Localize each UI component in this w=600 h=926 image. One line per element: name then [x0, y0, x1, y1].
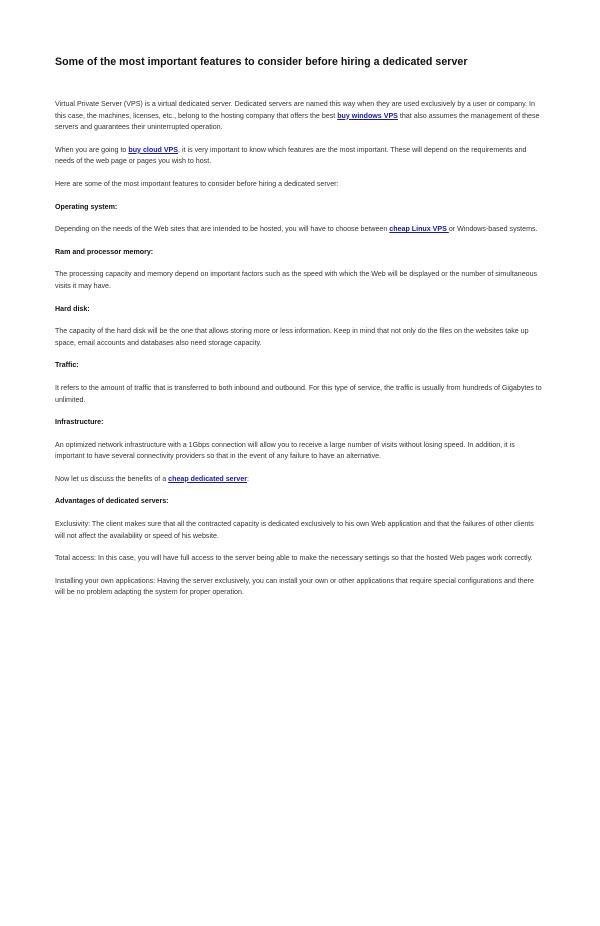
- os-text-after: or Windows-based systems.: [448, 225, 538, 234]
- advantages-heading: Advantages of dedicated servers:: [55, 497, 169, 506]
- intro-paragraph: [55, 99, 545, 134]
- exclusivity-paragraph: Exclusivity: The client makes sure that all the contracted capacity is dedicated exclusively to his own Web application and that the failures of other clients will not affect the availability or speed of his website.: [55, 520, 534, 540]
- cheap-dedicated-server-link[interactable]: cheap dedicated server: [168, 474, 248, 483]
- cheap-linux-vps-link[interactable]: cheap Linux VPS: [389, 225, 449, 234]
- os-paragraph: [55, 224, 545, 236]
- os-heading: Operating system:: [55, 202, 118, 211]
- ram-heading: Ram and processor memory:: [55, 247, 154, 256]
- ram-paragraph: The processing capacity and memory depend on important factors such as the speed with which the Web will be displayed or the number of simultaneous visits it may have.: [55, 270, 538, 290]
- cloud-text-after: , it is very important to know which features are the most important. These will depend on the requirements and needs of the web page or pages you wish to host.: [55, 145, 527, 166]
- intro-text-after: that also assumes the management of these servers and guarantees their uninterrupted operation.: [55, 111, 540, 132]
- benefits-text-before: Now let us discuss the benefits of a: [55, 474, 169, 483]
- benefits-paragraph: [55, 474, 545, 486]
- page-title: Some of the most important features to consider before hiring a dedicated server: [55, 56, 468, 68]
- article-body: [55, 99, 545, 599]
- disk-paragraph: The capacity of the hard disk will be the one that allows storing more or less information. Keep in mind that not only do the files on the websites take up space, email accounts and databases also need storage capacity.: [55, 327, 529, 347]
- traffic-heading: Traffic:: [55, 361, 79, 370]
- infrastructure-heading: Infrastructure:: [55, 418, 104, 427]
- cloud-vps-paragraph: [55, 145, 545, 168]
- features-intro-paragraph: Here are some of the most important features to consider before hiring a dedicated server:: [55, 179, 339, 188]
- traffic-paragraph: It refers to the amount of traffic that is transferred to both inbound and outbound. For this type of service, the traffic is usually from hundreds of Gigabytes to unlimited.: [55, 383, 542, 404]
- cloud-text-before: When you are going to: [55, 145, 129, 154]
- benefits-text-after: :: [247, 474, 250, 483]
- intro-text-before: Virtual Private Server (VPS) is a virtual dedicated server. Dedicated servers are named this way when they are used exclusively by a user or company. In this case, the machines, licenses, etc., belong to the hosting company that offers the best: [55, 100, 535, 120]
- os-text-before: Depending on the needs of the Web sites that are intended to be hosted, you will have to choose between: [55, 225, 390, 234]
- infrastructure-paragraph: An optimized network infrastructure with a 1Gbps connection will allow you to receive a large number of visits without losing speed. In addition, it is important to have several connectivity providers so that in the event of any failure to have an alternative.: [55, 440, 515, 461]
- buy-cloud-vps-link[interactable]: buy cloud VPS: [128, 145, 179, 154]
- own-apps-paragraph: Installing your own applications: Having the server exclusively, you can install your own or other applications that require special configurations and there will be no problem adapting the system for proper operation.: [55, 576, 534, 597]
- disk-heading: Hard disk:: [55, 304, 90, 313]
- buy-windows-vps-link[interactable]: buy windows VPS: [337, 111, 398, 120]
- total-access-paragraph: Total access: In this case, you will have full access to the server being able to make the necessary settings so that the hosted Web pages work correctly.: [55, 554, 533, 563]
